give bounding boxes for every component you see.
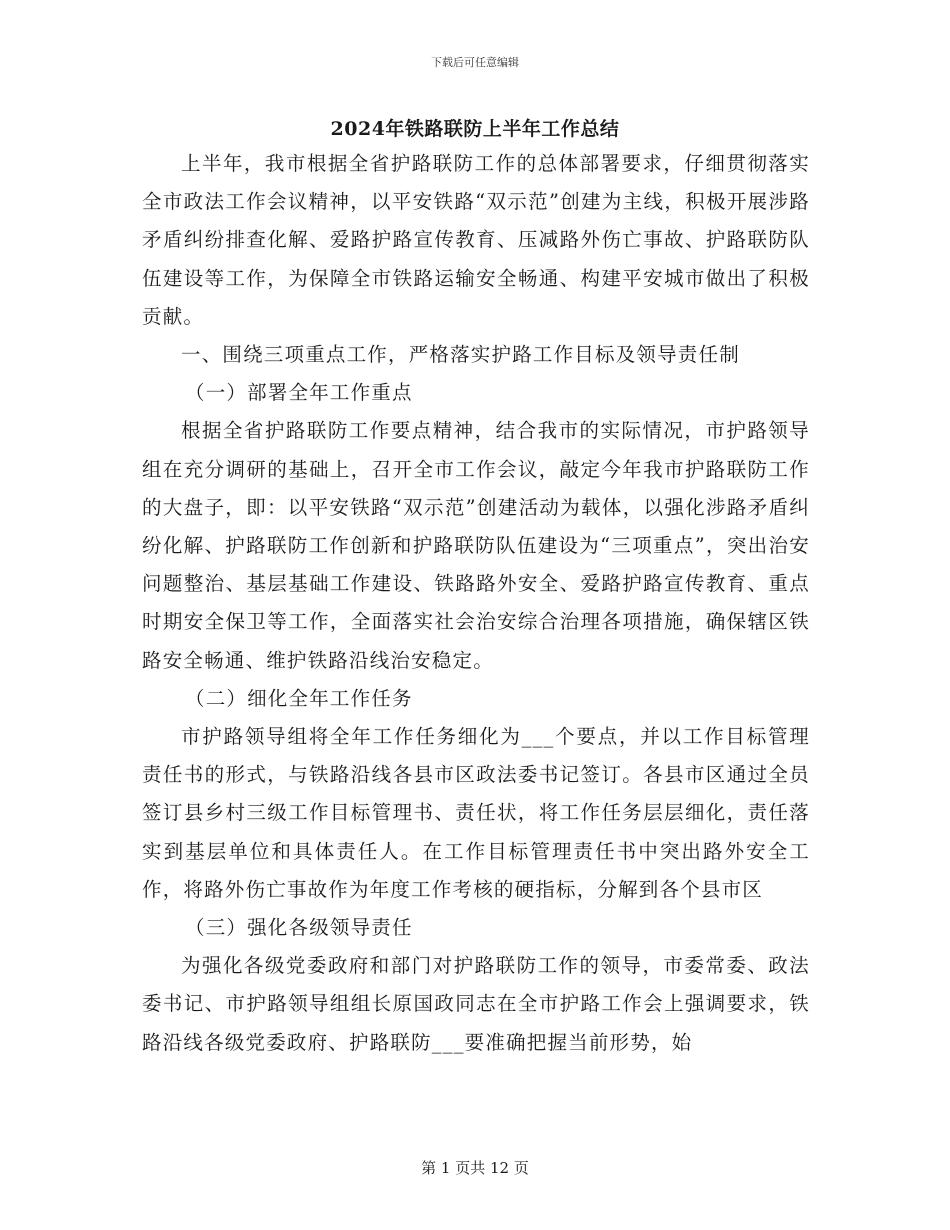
page-number: 第 1 页共 12 页 bbox=[421, 1159, 529, 1177]
subsection-3-paragraph: 为强化各级党委政府和部门对护路联防工作的领导，市委常委、政法委书记、市护路领导组组长原国政同志在全市护路工作会上强调要求，铁路沿线各级党委政府、护路联防___要准确把握当前形势，始 bbox=[142, 954, 810, 1054]
document-title: 2024年铁路联防上半年工作总结 bbox=[330, 118, 620, 140]
subsection-2-heading: （二）细化全年工作任务 bbox=[185, 686, 413, 710]
subsection-1-heading: （一）部署全年工作重点 bbox=[185, 381, 413, 405]
section-1-heading: 一、围绕三项重点工作，严格落实护路工作目标及领导责任制 bbox=[181, 343, 740, 367]
subsection-2-paragraph: 市护路领导组将全年工作任务细化为___个要点，并以工作目标管理责任书的形式，与铁路沿线各县市区政法委书记签订。各县市区通过全员签订县乡村三级工作目标管理书、责任状，将工作任务层层细化，责任落实到基层单位和具体责任人。在工作目标管理责任书中突出路外安全工作，将路外伤亡事故作为年度工作考核的硬指标，分解到各个县市区 bbox=[142, 725, 810, 901]
document-body bbox=[142, 145, 810, 1062]
subsection-1-paragraph: 根据全省护路联防工作要点精神，结合我市的实际情况，市护路领导组在充分调研的基础上，召开全市工作会议，敲定今年我市护路联防工作的大盘子，即：以平安铁路“双示范”创建活动为载体，以强化涉路矛盾纠纷化解、护路联防工作创新和护路联防队伍建设为“三项重点”，突出治安问题整治、基层基础工作建设、铁路路外安全、爱路护路宣传教育、重点时期安全保卫等工作，全面落实社会治安综合治理各项措施，确保辖区铁路安全畅通、维护铁路沿线治安稳定。 bbox=[142, 419, 810, 672]
subsection-3-heading: （三）强化各级领导责任 bbox=[185, 916, 413, 940]
header-note: 下载后可任意编辑 bbox=[431, 56, 519, 69]
intro-paragraph: 上半年，我市根据全省护路联防工作的总体部署要求，仔细贯彻落实全市政法工作会议精神，以平安铁路“双示范”创建为主线，积极开展涉路矛盾纠纷排查化解、爱路护路宣传教育、压减路外伤亡事故、护路联防队伍建设等工作，为保障全市铁路运输安全畅通、构建平安城市做出了积极贡献。 bbox=[142, 152, 810, 328]
